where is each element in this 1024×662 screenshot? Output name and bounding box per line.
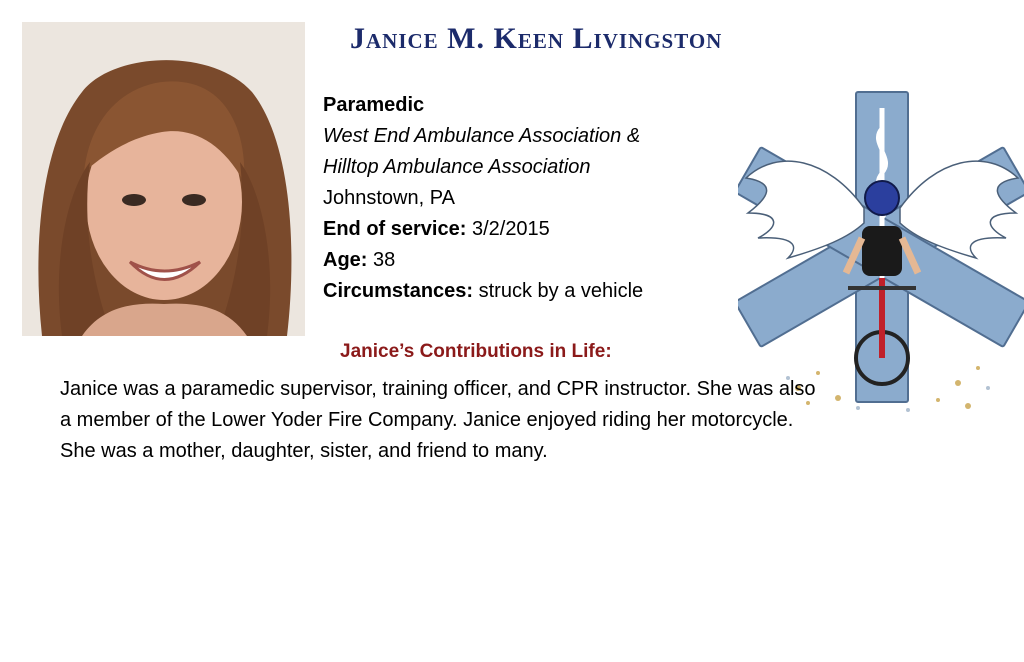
organization-line-2: Hilltop Ambulance Association xyxy=(323,156,591,178)
circumstances-row xyxy=(323,276,743,307)
end-of-service-label: End of service: xyxy=(323,218,467,240)
organization-line-1: West End Ambulance Association & xyxy=(323,125,641,147)
portrait-photo xyxy=(22,22,305,336)
contributions-heading: Janice’s Contributions in Life: xyxy=(340,341,612,362)
page-title: Janice M. Keen Livingston xyxy=(350,22,723,55)
location-text: Johnstown, PA xyxy=(323,187,455,209)
role-label: Paramedic xyxy=(323,94,425,116)
end-of-service-value: 3/2/2015 xyxy=(471,218,550,240)
age-value: 38 xyxy=(373,249,396,271)
circumstances-label: Circumstances: xyxy=(323,280,474,302)
contributions-line: Janice was a paramedic supervisor, training officer, and CPR instructor. She was also xyxy=(60,378,816,400)
age-label: Age: xyxy=(323,249,368,271)
star-of-life-emblem xyxy=(738,88,1024,420)
info-block xyxy=(323,90,743,307)
contributions-line: She was a mother, daughter, sister, and friend to many. xyxy=(60,440,548,462)
circumstances-value: struck by a vehicle xyxy=(478,280,644,302)
end-of-service-row xyxy=(323,214,743,245)
age-row xyxy=(323,245,743,276)
contributions-line: a member of the Lower Yoder Fire Company. Janice enjoyed riding her motorcycle. xyxy=(60,409,794,431)
contributions-text xyxy=(60,374,960,467)
